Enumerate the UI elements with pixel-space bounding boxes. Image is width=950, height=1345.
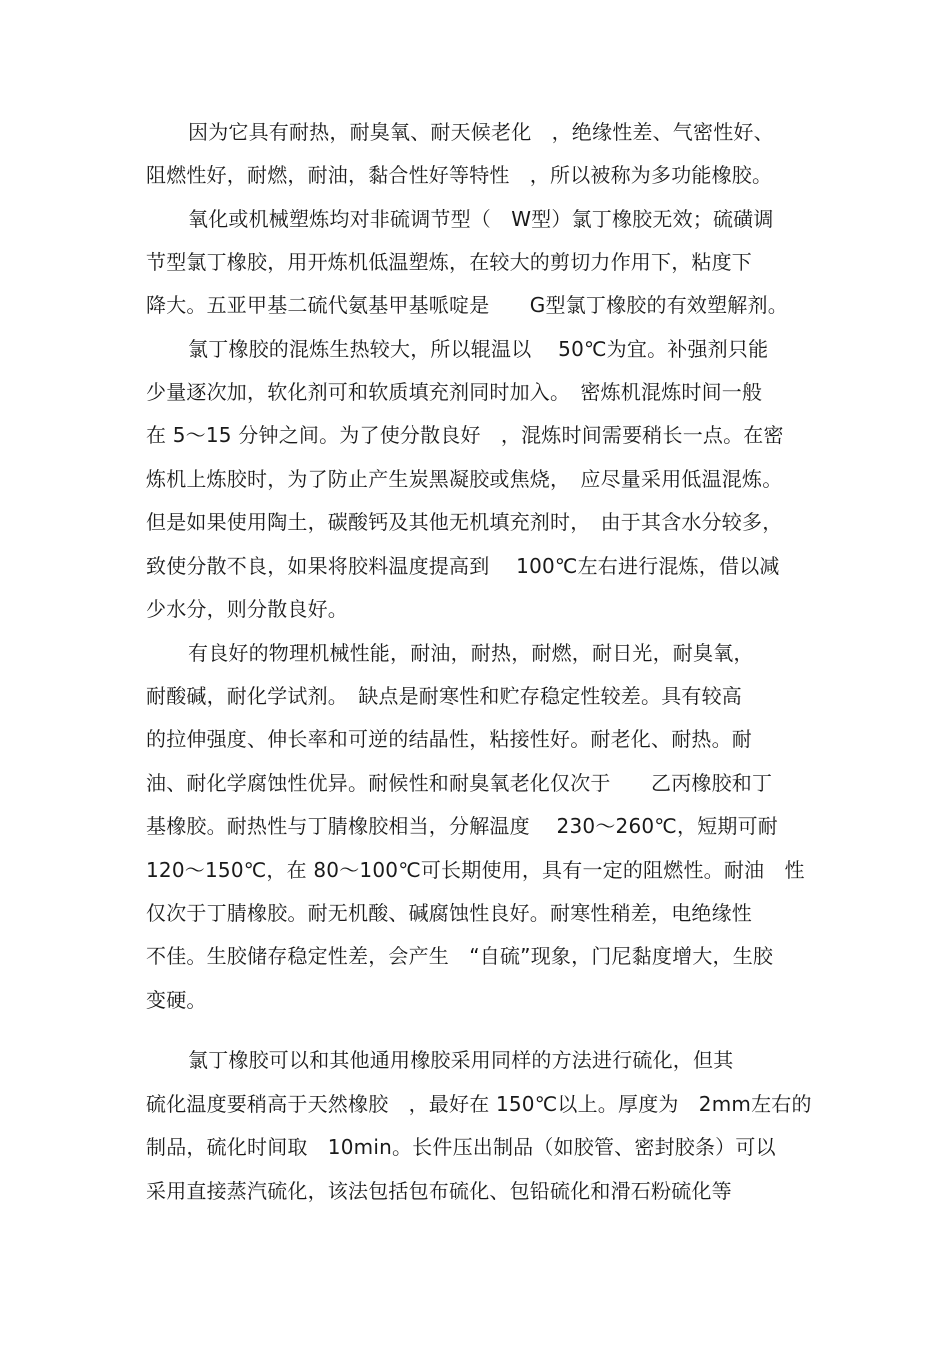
paragraph-3-line-2: 少量逐次加，软化剂可和软质填充剂同时加入。 密炼机混炼时间一般 bbox=[146, 380, 763, 404]
paragraph-3-line-3: 在 5～15 分钟之间。为了使分散良好 ，混炼时间需要稍长一点。在密 bbox=[146, 423, 784, 447]
paragraph-3-line-7: 少水分，则分散良好。 bbox=[146, 597, 348, 621]
paragraph-4-line-3: 的拉伸强度、伸长率和可逆的结晶性，粘接性好。耐老化、耐热。耐 bbox=[146, 727, 752, 751]
paragraph-2-line-2: 节型氯丁橡胶，用开炼机低温塑炼，在较大的剪切力作用下，粘度下 bbox=[146, 250, 752, 274]
paragraph-2-line-1: 氧化或机械塑炼均对非硫调节型（ W型）氯丁橡胶无效；硫磺调 bbox=[188, 207, 774, 231]
paragraph-5-line-3: 制品，硫化时间取 10min。长件压出制品（如胶管、密封胶条）可以 bbox=[146, 1135, 776, 1159]
paragraph-5-line-1: 氯丁橡胶可以和其他通用橡胶采用同样的方法进行硫化，但其 bbox=[188, 1048, 734, 1072]
paragraph-4-line-1: 有良好的物理机械性能，耐油，耐热，耐燃，耐日光，耐臭氧， bbox=[188, 641, 754, 665]
paragraph-1-line-2: 阻燃性好，耐燃，耐油，黏合性好等特性 ，所以被称为多功能橡胶。 bbox=[146, 163, 773, 187]
paragraph-1-line-1: 因为它具有耐热，耐臭氧、耐天候老化 ，绝缘性差、气密性好、 bbox=[188, 120, 774, 144]
paragraph-3-line-4: 炼机上炼胶时，为了防止产生炭黑凝胶或焦烧， 应尽量采用低温混炼。 bbox=[146, 467, 783, 491]
paragraph-2-line-3: 降大。五亚甲基二硫代氨基甲基哌啶是 G型氯丁橡胶的有效塑解剂。 bbox=[146, 293, 788, 317]
paragraph-4-line-2: 耐酸碱，耐化学试剂。 缺点是耐寒性和贮存稳定性较差。具有较高 bbox=[146, 684, 742, 708]
paragraph-4-line-9: 变硬。 bbox=[146, 988, 207, 1012]
paragraph-4-line-7: 仅次于丁腈橡胶。耐无机酸、碱腐蚀性良好。耐寒性稍差，电绝缘性 bbox=[146, 901, 752, 925]
paragraph-5-line-4: 采用直接蒸汽硫化，该法包括包布硫化、包铅硫化和滑石粉硫化等 bbox=[146, 1179, 732, 1203]
paragraph-3-line-5: 但是如果使用陶土，碳酸钙及其他无机填充剂时， 由于其含水分较多， bbox=[146, 510, 783, 534]
paragraph-4-line-8: 不佳。生胶储存稳定性差，会产生 “自硫”现象，门尼黏度增大，生胶 bbox=[146, 944, 774, 968]
paragraph-4-line-4: 油、耐化学腐蚀性优异。耐候性和耐臭氧老化仅次于 乙丙橡胶和丁 bbox=[146, 771, 773, 795]
paragraph-3-line-1: 氯丁橡胶的混炼生热较大，所以辊温以 50℃为宜。补强剂只能 bbox=[188, 337, 769, 361]
paragraph-4-line-5: 基橡胶。耐热性与丁腈橡胶相当，分解温度 230～260℃，短期可耐 bbox=[146, 814, 778, 838]
paragraph-4-line-6: 120～150℃，在 80～100℃可长期使用，具有一定的阻燃性。耐油 性 bbox=[146, 858, 805, 882]
paragraph-3-line-6: 致使分散不良，如果将胶料温度提高到 100℃左右进行混炼，借以减 bbox=[146, 554, 780, 578]
paragraph-5-line-2: 硫化温度要稍高于天然橡胶 ，最好在 150℃以上。厚度为 2mm左右的 bbox=[146, 1092, 812, 1116]
